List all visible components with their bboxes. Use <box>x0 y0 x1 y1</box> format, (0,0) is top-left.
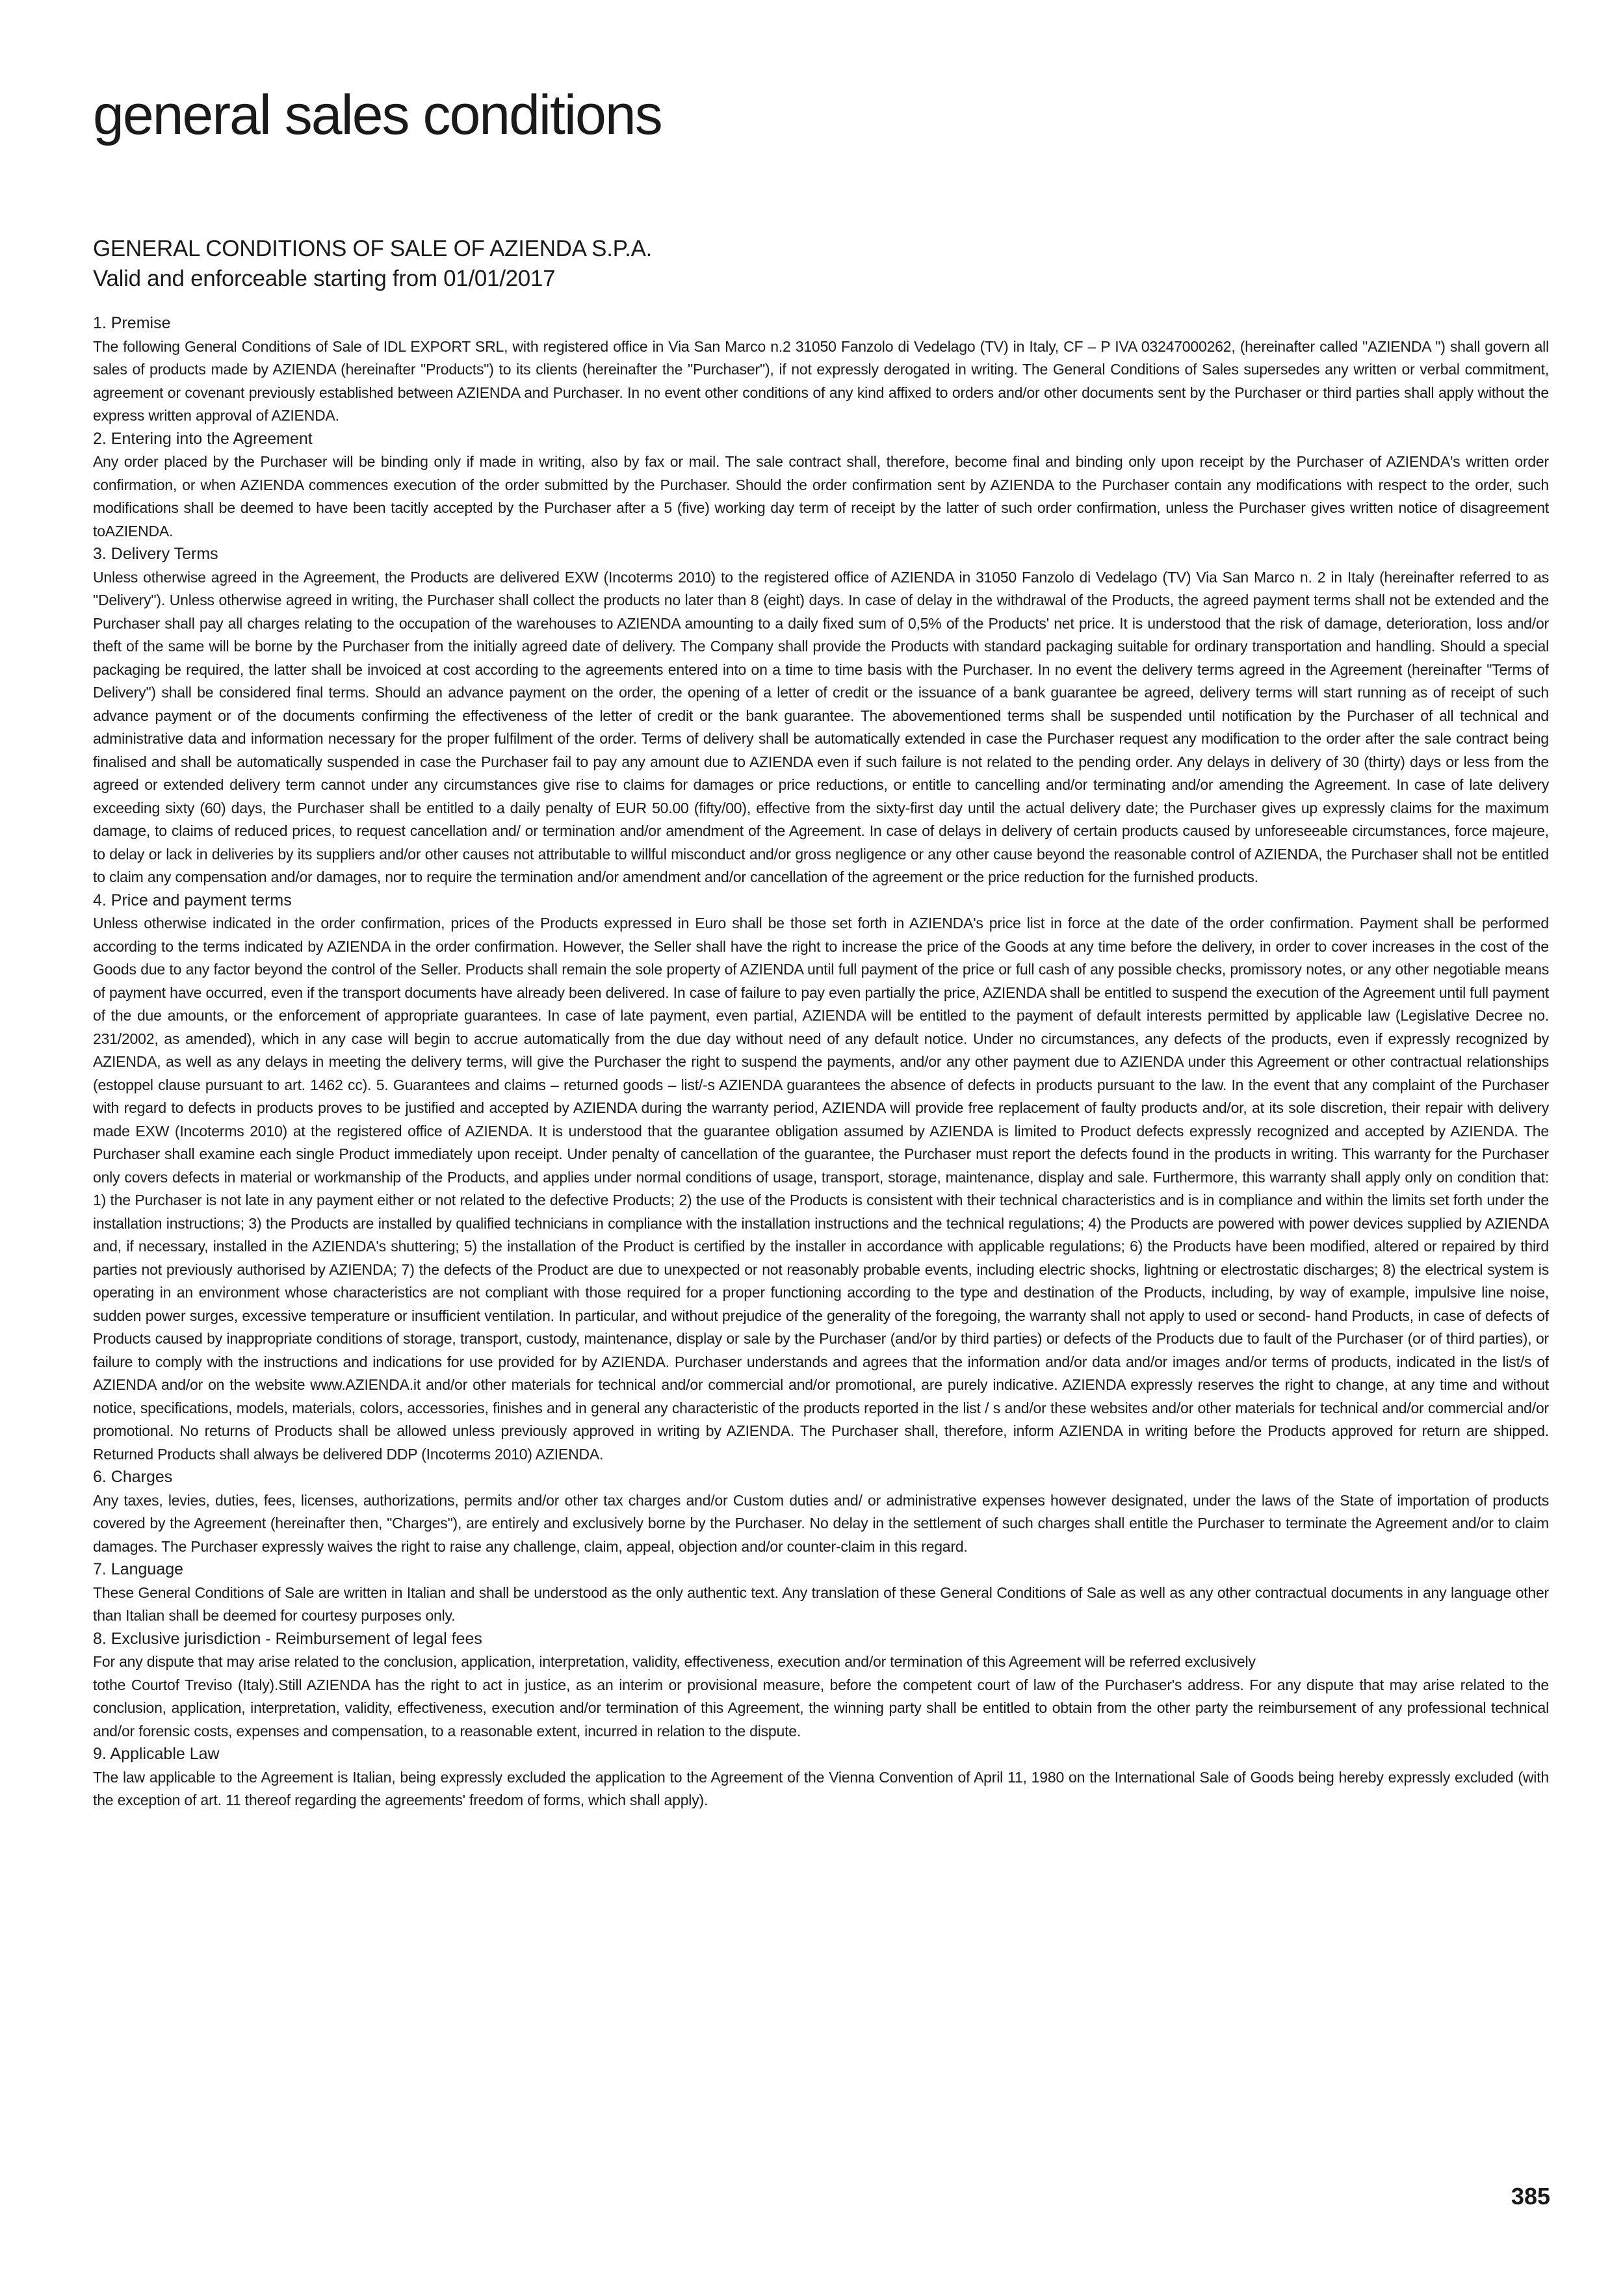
conditions-content <box>93 312 1549 1812</box>
document-heading-title: GENERAL CONDITIONS OF SALE OF AZIENDA S.P.A. <box>93 236 653 261</box>
section-body: Unless otherwise indicated in the order confirmation, prices of the Products expressed in Euro shall be those set forth in AZIENDA's price list in force at the date of the order confirmation. Payment shall be performed according to the terms indicated by AZIENDA in the order confirmation. However, the Seller shall have the right to increase the price of the Goods at any time before the delivery, in order to cover increases in the cost of the Goods due to any factor beyond the control of the Seller. Products shall remain the sole property of AZIENDA until full payment of the price or full cash of any possible checks, promissory notes, or any other negotiable means of payment have occurred, even if the transport documents have already been delivered. In case of failure to pay even partially the price, AZIENDA shall be entitled to suspend the execution of the Agreement until full payment of the due amounts, or the enforcement of appropriate guarantees. In case of late payment, even partial, AZIENDA will be entitled to the payment of default interests permitted by applicable law (Legislative Decree no. 231/2002, as amended), which in any case will begin to accrue automatically from the due day without need of any default notice. Under no circumstances, any defects of the products, even if expressly recognized by AZIENDA, as well as any delays in meeting the delivery terms, will give the Purchaser the right to suspend the payments, and/or any other payment due to AZIENDA under this Agreement or other contractual relationships (estoppel clause pursuant to art. 1462 cc). 5. Guarantees and claims – returned goods – list/-s AZIENDA guarantees the absence of defects in products pursuant to the law. In the event that any complaint of the Purchaser with regard to defects in products proves to be justified and accepted by AZIENDA during the warranty period, AZIENDA will provide free replacement of faulty products and/or, at its sole discretion, their repair with delivery made EXW (Incoterms 2010) at the registered office of AZIENDA. It is understood that the guarantee obligation assumed by AZIENDA is limited to Product defects expressly recognized and accepted by AZIENDA. The Purchaser shall examine each single Product immediately upon receipt. Under penalty of cancellation of the guarantee, the Purchaser must report the defects found in the products in writing. This warranty for the Purchaser only covers defects in material or workmanship of the Products, and applies under normal conditions of usage, transport, storage, maintenance, display and sale. Furthermore, this warranty shall apply only on condition that: 1) the Purchaser is not late in any payment either or not related to the defective Products; 2) the use of the Products is consistent with their technical characteristics and is in compliance and within the limits set forth under the installation instructions; 3) the Products are installed by qualified technicians in compliance with the installation instructions and the technical regulations; 4) the Products are powered with power devices supplied by AZIENDA and, if necessary, installed in the AZIENDA's shuttering; 5) the installation of the Product is certified by the installer in accordance with applicable regulations; 6) the Products have been modified, altered or repaired by third parties not previously authorised by AZIENDA; 7) the defects of the Product are due to unexpected or not reasonably probable events, including electric shocks, lightning or electrostatic discharges; 8) the electrical system is operating in an environment whose characteristics are not compliant with those required for a proper functioning according to the type and destination of the Products, including, by way of example, impulsive line noise, sudden power surges, excessive temperature or insufficient ventilation. In particular, and without prejudice of the generality of the foregoing, the warranty shall not apply to used or second- hand Products, in case of defects of Products caused by inappropriate conditions of storage, transport, custody, maintenance, display or sale by the Purchaser (and/or by third parties) or defects of the Products due to fault of the Purchaser (or of third parties), or failure to comply with the instructions and indications for use provided for by AZIENDA. Purchaser understands and agrees that the information and/or data and/or images and/or terms of products, indicated in the list/s of AZIENDA and/or on the website www.AZIENDA.it and/or other materials for technical and/or commercial and/or promotional, are purely indicative. AZIENDA expressly reserves the right to change, at any time and without notice, specifications, models, materials, colors, accessories, finishes and in general any characteristic of the products reported in the list / s and/or these websites and/or other materials for technical and/or commercial and/or promotional. No returns of Products shall be allowed unless previously approved in writing by AZIENDA. The Purchaser shall, therefore, inform AZIENDA in writing before the Products approved for return are shipped. Returned Products shall always be delivered DDP (Incoterms 2010) AZIENDA. <box>93 915 1549 1463</box>
section-title: 1. Premise <box>93 314 171 332</box>
section-body: These General Conditions of Sale are written in Italian and shall be understood as the only authentic text. Any translation of these General Conditions of Sale as well as any other contractual documents in any language other than Italian shall be deemed for courtesy purposes only. <box>93 1584 1549 1624</box>
section-body: The following General Conditions of Sale of IDL EXPORT SRL, with registered office in Via San Marco n.2 31050 Fanzolo di Vedelago (TV) in Italy, CF – P IVA 03247000262, (hereinafter called "AZIENDA ") shall govern all sales of products made by AZIENDA (hereinafter "Products") to its clients (hereinafter the "Purchaser"), if not expressly derogated in writing. The General Conditions of Sales supersedes any written or verbal commitment, agreement or covenant previously established between AZIENDA and Purchaser. In no event other conditions of any kind affixed to orders and/or other documents sent by the Purchaser or third parties shall apply without the express written approval of AZIENDA. <box>93 337 1549 424</box>
section-title: 8. Exclusive jurisdiction - Reimbursement of legal fees <box>93 1629 482 1648</box>
section-language <box>93 1558 1549 1628</box>
document-heading-validity: Valid and enforceable starting from 01/01/2017 <box>93 266 556 291</box>
section-jurisdiction <box>93 1628 1549 1743</box>
page-title: general sales conditions <box>93 84 662 146</box>
section-premise <box>93 312 1549 428</box>
document-heading <box>93 234 1549 294</box>
section-title: 9. Applicable Law <box>93 1745 220 1763</box>
section-entering-agreement <box>93 428 1549 543</box>
section-applicable-law <box>93 1743 1549 1812</box>
section-title: 3. Delivery Terms <box>93 545 218 563</box>
section-body: Any taxes, levies, duties, fees, licenses, authorizations, permits and/or other tax charges and/or Custom duties and/ or administrative expenses however designated, under the laws of the State of importation of products covered by the Agreement (hereinafter then, "Charges"), are entirely and exclusively borne by the Purchaser. No delay in the settlement of such charges shall entitle the Purchaser to terminate the Agreement and/or to claim damages. The Purchaser expressly waives the right to raise any challenge, claim, appeal, objection and/or counter-claim in this regard. <box>93 1491 1549 1555</box>
section-title: 4. Price and payment terms <box>93 891 292 909</box>
page-number: 385 <box>1511 2183 1550 2210</box>
section-title: 7. Language <box>93 1560 184 1578</box>
section-body: Any order placed by the Purchaser will be binding only if made in writing, also by fax or mail. The sale contract shall, therefore, become final and binding only upon receipt by the Purchaser of AZIENDA's written order confirmation, or when AZIENDA commences execution of the order submitted by the Purchaser. Should the order confirmation sent by AZIENDA to the Purchaser contain any modifications with respect to the order, such modifications shall be deemed to have been tacitly accepted by the Purchaser after a 5 (five) working day term of receipt by the latter of such order confirmation, unless the Purchaser gives written notice of disagreement toAZIENDA. <box>93 453 1549 540</box>
section-body: For any dispute that may arise related to the conclusion, application, interpretation, validity, effectiveness, execution and/or termination of this Agreement will be referred exclusively tothe Courtof Treviso (Italy).Still AZIENDA has the right to act in justice, as an interim or provisional measure, before the competent court of law of the Purchaser's address. For any dispute that may arise related to the conclusion, application, interpretation, validity, effectiveness, execution and/or termination of this Agreement, the winning party shall be entitled to obtain from the other party the reimbursement of any professional technical and/or forensic costs, expenses and compensation, to a reasonable extent, incurred in relation to the dispute. <box>93 1653 1549 1740</box>
section-price-payment <box>93 889 1549 1467</box>
section-title: 6. Charges <box>93 1468 173 1486</box>
section-charges <box>93 1466 1549 1558</box>
section-body: The law applicable to the Agreement is Italian, being expressly excluded the application to the Agreement of the Vienna Convention of April 11, 1980 on the International Sale of Goods being hereby expressly excluded (with the exception of art. 11 thereof regarding the agreements' freedom of forms, which shall apply). <box>93 1768 1549 1808</box>
section-body: Unless otherwise agreed in the Agreement, the Products are delivered EXW (Incoterms 2010) to the registered office of AZIENDA in 31050 Fanzolo di Vedelago (TV) Via San Marco n. 2 in Italy (hereinafter referred to as "Delivery"). Unless otherwise agreed in writing, the Purchaser shall collect the products no later than 8 (eight) days. In case of delay in the withdrawal of the Products, the agreed payment terms shall not be extended and the Purchaser shall pay all charges relating to the occupation of the warehouses to AZIENDA amounting to a daily fixed sum of 0,5% of the Products' net price. It is understood that the risk of damage, deterioration, loss and/or theft of the same will be borne by the Purchaser from the initially agreed date of delivery. The Company shall provide the Products with standard packaging suitable for ordinary transportation and handling. Should a special packaging be required, the latter shall be invoiced at cost according to the agreements entered into on a time to time basis with the Purchaser. In no event the delivery terms agreed in the Agreement (hereinafter "Terms of Delivery") shall be considered final terms. Should an advance payment on the order, the opening of a letter of credit or the issuance of a bank guarantee be agreed, delivery terms will start running as of receipt of such advance payment or of the documents confirming the effectiveness of the letter of credit or the bank guarantee. The abovementioned terms shall be suspended until notification by the Purchaser of all technical and administrative data and information necessary for the proper fulfilment of the order. Terms of delivery shall be automatically extended in case the Purchaser request any modification to the order after the sale contract being finalised and shall be automatically suspended in case the Purchaser fail to pay any amount due to AZIENDA even if such failure is not related to the pending order. Any delays in delivery of 30 (thirty) days or less from the agreed or extended delivery term cannot under any circumstances give rise to claims for damages or price reductions, or entitle to cancelling and/or terminating and/or amending the Agreement. In case of late delivery exceeding sixty (60) days, the Purchaser shall be entitled to a daily penalty of EUR 50.00 (fifty/00), effective from the sixty-first day until the actual delivery date; the Purchaser gives up expressly claims for the maximum damage, to claims of reduced prices, to request cancellation and/ or termination and/or amendment of the Agreement. In case of delays in delivery of certain products caused by unforeseeable circumstances, force majeure, to delay or lack in deliveries by its suppliers and/or other causes not attributable to willful misconduct and/or gross negligence or any other cause beyond the reasonable control of AZIENDA, the Purchaser shall not be entitled to claim any compensation and/or damages, nor to require the termination and/or amendment and/or cancellation of the agreement or the price reduction for the furnished products. <box>93 568 1549 885</box>
section-title: 2. Entering into the Agreement <box>93 429 313 448</box>
section-delivery-terms <box>93 543 1549 889</box>
